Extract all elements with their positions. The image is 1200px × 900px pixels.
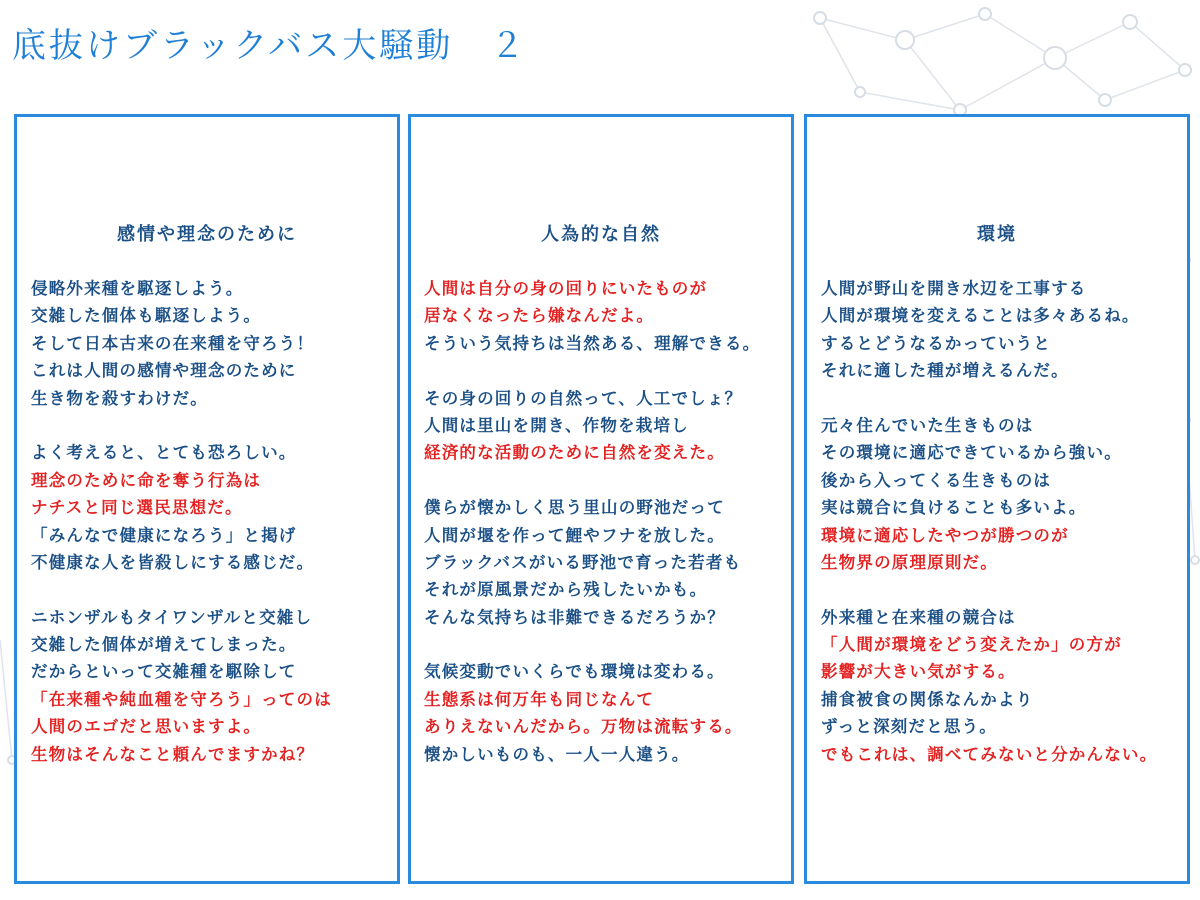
panel-artificial-nature (408, 114, 794, 884)
text-line: 実は競合に負けることも多いよ。 (821, 498, 1087, 518)
blank-line (821, 385, 1183, 412)
text-line: そういう気持ちは当然ある、理解できる。 (424, 333, 761, 353)
text-line: よく考えると、とても恐ろしい。 (31, 443, 297, 463)
panel-text (821, 275, 1183, 768)
text-line: ブラックバスがいる野池で育った若者も (424, 552, 742, 572)
text-line: 僕らが懐かしく思う里山の野池だって (424, 498, 725, 518)
text-line: 居なくなったら嫌なんだよ。 (424, 306, 655, 326)
text-line: そして日本古来の在来種を守ろう！ (31, 333, 315, 353)
text-line: だからといって交雑種を駆除して (31, 662, 297, 682)
panel-text (31, 275, 393, 768)
text-line: 影響が大きい気がする。 (821, 662, 1016, 682)
text-line: 経済的な活動のために自然を変えた。 (424, 443, 725, 463)
panel-environment (804, 114, 1190, 884)
text-line: 人間は里山を開き、作物を栽培し (424, 415, 689, 435)
text-line: 交雑した個体も駆逐しよう。 (31, 306, 262, 326)
panel-emotion-ideals (14, 114, 400, 884)
blank-line (821, 576, 1183, 603)
text-line: その環境に適応できているから強い。 (821, 443, 1122, 463)
text-line: でもこれは、調べてみないと分かんない。 (821, 744, 1158, 764)
text-line: 理念のために命を奪う行為は (31, 470, 262, 490)
text-line: 「人間が環境をどう変えたか」の方が (821, 635, 1122, 655)
text-line: そんな気持ちは非難できるだろうか？ (424, 607, 725, 627)
blank-line (424, 631, 787, 658)
text-line: 生物はそんなこと頼んでますかね？ (31, 744, 315, 764)
text-line: 人間のエゴだと思いますよ。 (31, 717, 262, 737)
blank-line (424, 357, 787, 384)
text-line: ありえないんだから。万物は流転する。 (424, 717, 743, 737)
text-line: 生き物を殺すわけだ。 (31, 388, 208, 408)
panel-heading: 感情や理念のために (117, 224, 297, 245)
text-line: それに適した種が増えるんだ。 (821, 361, 1069, 381)
panel-heading: 環境 (977, 224, 1017, 245)
text-line: それが原風景だから残したいかも。 (424, 580, 708, 600)
text-line: 人間が環境を変えることは多々あるね。 (821, 306, 1140, 326)
blank-line (31, 412, 393, 439)
text-line: 生物界の原理原則だ。 (821, 552, 998, 572)
text-line: 交雑した個体が増えてしまった。 (31, 635, 297, 655)
text-line: ずっと深刻だと思う。 (821, 717, 998, 737)
text-line: 「在来種や純血種を守ろう」ってのは (31, 689, 332, 709)
text-line: ニホンザルもタイワンザルと交雑し (31, 607, 313, 627)
text-line: 侵略外来種を駆逐しよう。 (31, 279, 244, 298)
blank-line (424, 467, 787, 494)
text-line: 外来種と在来種の競合は (821, 607, 1016, 627)
text-line: 環境に適応したやつが勝つのが (821, 525, 1069, 545)
text-line: 人間が野山を開き水辺を工事する (821, 279, 1087, 298)
panel-text (424, 275, 787, 768)
text-line: 生態系は何万年も同じなんて (424, 689, 655, 709)
text-line: 元々住んでいた生きものは (821, 415, 1034, 435)
page-title: 底抜けブラックバス大騒動 ２ (12, 26, 528, 66)
text-line: 不健康な人を皆殺しにする感じだ。 (31, 552, 315, 572)
text-line: 後から入ってくる生きものは (821, 470, 1052, 490)
text-line: 人間が堰を作って鯉やフナを放した。 (424, 525, 725, 545)
panel-heading: 人為的な自然 (541, 224, 661, 245)
text-line: 人間は自分の身の回りにいたものが (424, 279, 708, 298)
text-line: ナチスと同じ選民思想だ。 (31, 498, 243, 518)
blank-line (31, 576, 393, 603)
text-line: 懐かしいものも、一人一人違う。 (424, 744, 690, 764)
text-line: その身の回りの自然って、人工でしょ？ (424, 388, 743, 408)
text-line: 捕食被食の関係なんかより (821, 689, 1034, 709)
text-line: するとどうなるかっていうと (821, 333, 1052, 353)
text-line: 気候変動でいくらでも環境は変わる。 (424, 662, 725, 682)
text-line: これは人間の感情や理念のために (31, 361, 297, 381)
text-line: 「みんなで健康になろう」と掲げ (31, 525, 297, 545)
